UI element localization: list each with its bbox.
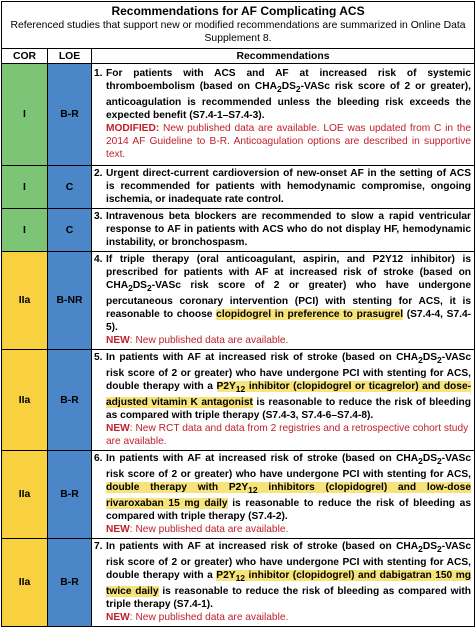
- cor-cell: I: [2, 166, 48, 209]
- header-cor: COR: [2, 49, 48, 64]
- loe-cell: B-R: [48, 350, 92, 451]
- rec-note: NEW: New published data are available.: [106, 612, 289, 624]
- table-row: [2, 350, 475, 451]
- cor-cell: IIa: [2, 539, 48, 627]
- table-row: [2, 64, 475, 166]
- rec-text: In patients with AF at increased risk of stroke (based on $CHA_2DS_2$-VASc risk score of 2 or greater) who have undergone PCI with stenting for ACS, double therapy with a $P2Y_{12}$ inhibitor (clopidogrel) and dabigatran 150 mg twice daily is reasonable to reduce the risk of bleeding as compared with triple therapy (S7.4-1).: [106, 541, 472, 611]
- loe-cell: C: [48, 166, 92, 209]
- highlight-text: double therapy with $P2Y_{12}$ inhibitors (clopidogrel) and low-dose rivaroxaban 15 mg daily: [106, 482, 472, 510]
- cor-cell: I: [2, 209, 48, 252]
- table-row: [2, 451, 475, 539]
- cor-cell: IIa: [2, 350, 48, 451]
- recommendation-cell: [92, 451, 475, 539]
- header-recommendations: Recommendations: [92, 49, 475, 64]
- table-title: Recommendations for AF Complicating ACS: [111, 4, 365, 18]
- rec-note: MODIFIED: New published data are available. LOE was updated from C in the 2014 AF Guideline to B-R. Anticoagulation options are described in supportive text.: [106, 123, 472, 161]
- loe-cell: B-R: [48, 64, 92, 166]
- recommendation-cell: [92, 209, 475, 252]
- rec-note: NEW: New published data are available.: [106, 524, 289, 536]
- loe-cell: B-NR: [48, 252, 92, 350]
- rec-number: 4.: [94, 254, 103, 265]
- rec-text: For patients with ACS and AF at increased risk of systemic thromboembolism (based on $CHA_2DS_2$-VASc risk score of 2 or greater), anticoagulation is recommended unless the bleeding risk exceeds the expected benefit (S7.4-1–S7.4-3).: [106, 67, 472, 122]
- loe-cell: C: [48, 209, 92, 252]
- highlight-text: $P2Y_{12}$ inhibitor (clopidogrel) and dabigatran 150 mg twice daily: [106, 570, 472, 598]
- recommendation-cell: [92, 539, 475, 627]
- cor-cell: IIa: [2, 451, 48, 539]
- table-title-cell: [2, 2, 475, 49]
- rec-number: 6.: [94, 453, 103, 465]
- rec-note: NEW: New published data are available.: [106, 335, 289, 347]
- rec-text: In patients with AF at increased risk of stroke (based on $CHA_2DS_2$-VASc risk score of 2 or greater) who have undergone PCI with stenting for ACS, double therapy with a $P2Y_{12}$ inhibitor (clopidogrel or ticagrelor) and dose-adjusted vitamin K antagonist is reasonable to reduce the risk of bleeding as compared with triple therapy (S7.4-3, S7.4-6–S7.4-8).: [106, 352, 472, 422]
- cor-cell: IIa: [2, 252, 48, 350]
- recommendations-table: [1, 1, 475, 627]
- rec-number: 7.: [94, 541, 103, 553]
- header-loe: LOE: [48, 49, 92, 64]
- recommendation-cell: [92, 252, 475, 350]
- recommendation-cell: [92, 350, 475, 451]
- highlight-text: $P2Y_{12}$ inhibitor (clopidogrel or ticagrelor) and dose-adjusted vitamin K antagonist: [106, 381, 472, 409]
- rec-text: Intravenous beta blockers are recommended to slow a rapid ventricular response to AF in patients with ACS who do not display HF, hemodynamic instability, or bronchospasm.: [106, 211, 472, 248]
- rec-number: 2.: [94, 168, 103, 179]
- rec-number: 3.: [94, 211, 103, 222]
- highlight-text: clopidogrel in preference to prasugrel: [216, 309, 404, 321]
- cor-cell: I: [2, 64, 48, 166]
- loe-cell: B-R: [48, 539, 92, 627]
- rec-number: 1.: [94, 67, 103, 79]
- rec-text: If triple therapy (oral anticoagulant, aspirin, and P2Y12 inhibitor) is prescribed for patients with AF at increased risk of stroke (based on $CHA_2DS_2$-VASc risk score of 2 or greater) who have undergone percutaneous coronary intervention (PCI) with stenting for ACS, it is reasonable to choose clopidogrel in preference to prasugrel (S7.4-4, S7.4-5).: [106, 254, 472, 334]
- table-row: [2, 166, 475, 209]
- rec-text: In patients with AF at increased risk of stroke (based on $CHA_2DS_2$-VASc risk score of 2 or greater) who have undergone PCI with stenting for ACS, double therapy with $P2Y_{12}$ inhibitors (clopidogrel) and low-dose rivaroxaban 15 mg daily is reasonable to reduce the risk of bleeding as compared with triple therapy (S7.4-2).: [106, 453, 472, 523]
- table-row: [2, 539, 475, 627]
- rec-note: NEW: New RCT data and data from 2 registries and a retrospective cohort study are available.: [106, 423, 469, 448]
- table-row: [2, 209, 475, 252]
- table-row: [2, 252, 475, 350]
- recommendation-cell: [92, 166, 475, 209]
- loe-cell: B-R: [48, 451, 92, 539]
- rec-text: Urgent direct-current cardioversion of new-onset AF in the setting of ACS is recommended for patients with hemodynamic compromise, ongoing ischemia, or inadequate rate control.: [106, 168, 472, 205]
- table-subtitle: Referenced studies that support new or modified recommendations are summarized in Online Data Supplement 8.: [10, 20, 466, 44]
- recommendation-cell: [92, 64, 475, 166]
- rec-number: 5.: [94, 352, 103, 364]
